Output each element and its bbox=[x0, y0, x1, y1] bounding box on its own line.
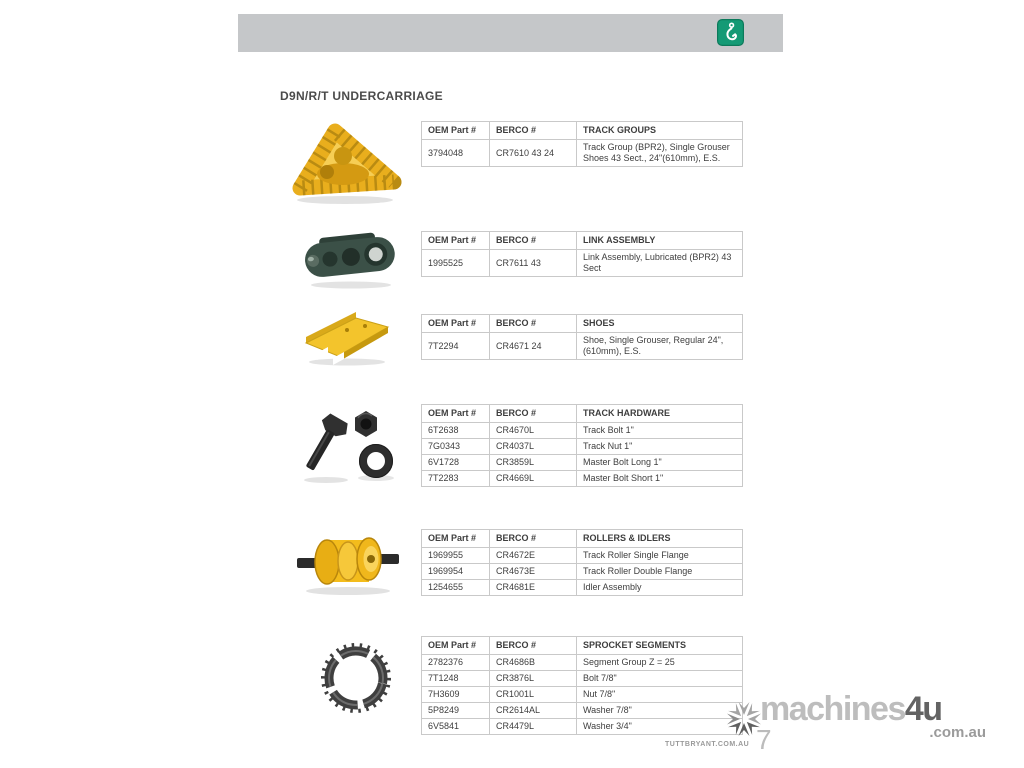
description: Link Assembly, Lubricated (BPR2) 43 Sect bbox=[577, 250, 743, 277]
table-row bbox=[422, 564, 743, 580]
description: Master Bolt Short 1" bbox=[577, 471, 743, 487]
table-row bbox=[422, 333, 743, 360]
berco-number: CR4672E bbox=[490, 548, 577, 564]
description: Shoe, Single Grouser, Regular 24", (610mm), E.S. bbox=[577, 333, 743, 360]
bolt-nut-washer-photo bbox=[292, 398, 404, 486]
table-row bbox=[422, 439, 743, 455]
column-header: OEM Part # bbox=[422, 315, 490, 333]
page-number: 7 bbox=[756, 724, 772, 755]
column-header: BERCO # bbox=[490, 232, 577, 250]
parts-table-rollers-idlers bbox=[421, 529, 743, 596]
column-header: ROLLERS & IDLERS bbox=[577, 530, 743, 548]
crane-hook-icon bbox=[717, 19, 744, 46]
column-header: TRACK HARDWARE bbox=[577, 405, 743, 423]
track-roller-photo bbox=[293, 526, 403, 598]
description: Segment Group Z = 25 bbox=[577, 655, 743, 671]
berco-number: CR4669L bbox=[490, 471, 577, 487]
berco-number: CR4670L bbox=[490, 423, 577, 439]
table-header-row bbox=[422, 232, 743, 250]
description: Washer 3/4" bbox=[577, 719, 743, 735]
column-header: LINK ASSEMBLY bbox=[577, 232, 743, 250]
berco-number: CR7610 43 24 bbox=[490, 140, 577, 167]
column-header: OEM Part # bbox=[422, 232, 490, 250]
description: Track Roller Double Flange bbox=[577, 564, 743, 580]
table-row bbox=[422, 703, 743, 719]
oem-part-number: 1995525 bbox=[422, 250, 490, 277]
description: Track Group (BPR2), Single Grouser Shoes 43 Sect., 24"(610mm), E.S. bbox=[577, 140, 743, 167]
table-row bbox=[422, 140, 743, 167]
berco-number: CR4673E bbox=[490, 564, 577, 580]
track-shoe-photo bbox=[297, 306, 395, 368]
oem-part-number: 6V1728 bbox=[422, 455, 490, 471]
berco-number: CR4479L bbox=[490, 719, 577, 735]
publisher-url: TUTTBRYANT.COM.AU bbox=[665, 741, 750, 748]
berco-number: CR4686B bbox=[490, 655, 577, 671]
oem-part-number: 7G0343 bbox=[422, 439, 490, 455]
column-header: SHOES bbox=[577, 315, 743, 333]
column-header: OEM Part # bbox=[422, 637, 490, 655]
berco-number: CR3859L bbox=[490, 455, 577, 471]
oem-part-number: 3794048 bbox=[422, 140, 490, 167]
parts-table-sprocket-segments bbox=[421, 636, 743, 735]
description: Idler Assembly bbox=[577, 580, 743, 596]
parts-table-link-assembly bbox=[421, 231, 743, 277]
description: Track Nut 1" bbox=[577, 439, 743, 455]
description: Nut 7/8" bbox=[577, 687, 743, 703]
table-header-row bbox=[422, 405, 743, 423]
oem-part-number: 6V5841 bbox=[422, 719, 490, 735]
column-header: TRACK GROUPS bbox=[577, 122, 743, 140]
description: Bolt 7/8" bbox=[577, 671, 743, 687]
berco-number: CR1001L bbox=[490, 687, 577, 703]
column-header: OEM Part # bbox=[422, 122, 490, 140]
berco-number: CR7611 43 bbox=[490, 250, 577, 277]
oem-part-number: 2782376 bbox=[422, 655, 490, 671]
oem-part-number: 7H3609 bbox=[422, 687, 490, 703]
parts-table-track-hardware bbox=[421, 404, 743, 487]
description: Track Roller Single Flange bbox=[577, 548, 743, 564]
watermark-brand-dark: 4u bbox=[904, 690, 942, 728]
table-row bbox=[422, 455, 743, 471]
berco-number: CR4037L bbox=[490, 439, 577, 455]
oem-part-number: 7T1248 bbox=[422, 671, 490, 687]
table-header-row bbox=[422, 122, 743, 140]
description: Master Bolt Long 1" bbox=[577, 455, 743, 471]
track-group-photo bbox=[283, 116, 407, 208]
berco-number: CR4681E bbox=[490, 580, 577, 596]
oem-part-number: 6T2638 bbox=[422, 423, 490, 439]
column-header: OEM Part # bbox=[422, 530, 490, 548]
watermark-suffix: .com.au bbox=[929, 724, 986, 741]
berco-number: CR2614AL bbox=[490, 703, 577, 719]
table-header-row bbox=[422, 530, 743, 548]
page-title: D9N/R/T UNDERCARRIAGE bbox=[280, 89, 443, 103]
watermark-brand-light: machines bbox=[760, 690, 905, 728]
table-row bbox=[422, 548, 743, 564]
description: Washer 7/8" bbox=[577, 703, 743, 719]
column-header: SPROCKET SEGMENTS bbox=[577, 637, 743, 655]
oem-part-number: 1969955 bbox=[422, 548, 490, 564]
oem-part-number: 5P8249 bbox=[422, 703, 490, 719]
oem-part-number: 1969954 bbox=[422, 564, 490, 580]
column-header: BERCO # bbox=[490, 405, 577, 423]
column-header: BERCO # bbox=[490, 530, 577, 548]
table-row bbox=[422, 687, 743, 703]
oem-part-number: 7T2283 bbox=[422, 471, 490, 487]
berco-number: CR4671 24 bbox=[490, 333, 577, 360]
header-bar bbox=[238, 14, 783, 52]
table-row bbox=[422, 250, 743, 277]
berco-number: CR3876L bbox=[490, 671, 577, 687]
link-assembly-photo bbox=[299, 226, 401, 292]
sprocket-segments-photo bbox=[314, 630, 398, 722]
table-header-row bbox=[422, 315, 743, 333]
oem-part-number: 7T2294 bbox=[422, 333, 490, 360]
parts-table-shoes bbox=[421, 314, 743, 360]
column-header: BERCO # bbox=[490, 122, 577, 140]
column-header: BERCO # bbox=[490, 315, 577, 333]
column-header: BERCO # bbox=[490, 637, 577, 655]
table-row bbox=[422, 580, 743, 596]
table-row bbox=[422, 671, 743, 687]
parts-table-track-groups bbox=[421, 121, 743, 167]
table-header-row bbox=[422, 637, 743, 655]
oem-part-number: 1254655 bbox=[422, 580, 490, 596]
table-row bbox=[422, 471, 743, 487]
column-header: OEM Part # bbox=[422, 405, 490, 423]
table-row bbox=[422, 719, 743, 735]
description: Track Bolt 1" bbox=[577, 423, 743, 439]
table-row bbox=[422, 423, 743, 439]
table-row bbox=[422, 655, 743, 671]
